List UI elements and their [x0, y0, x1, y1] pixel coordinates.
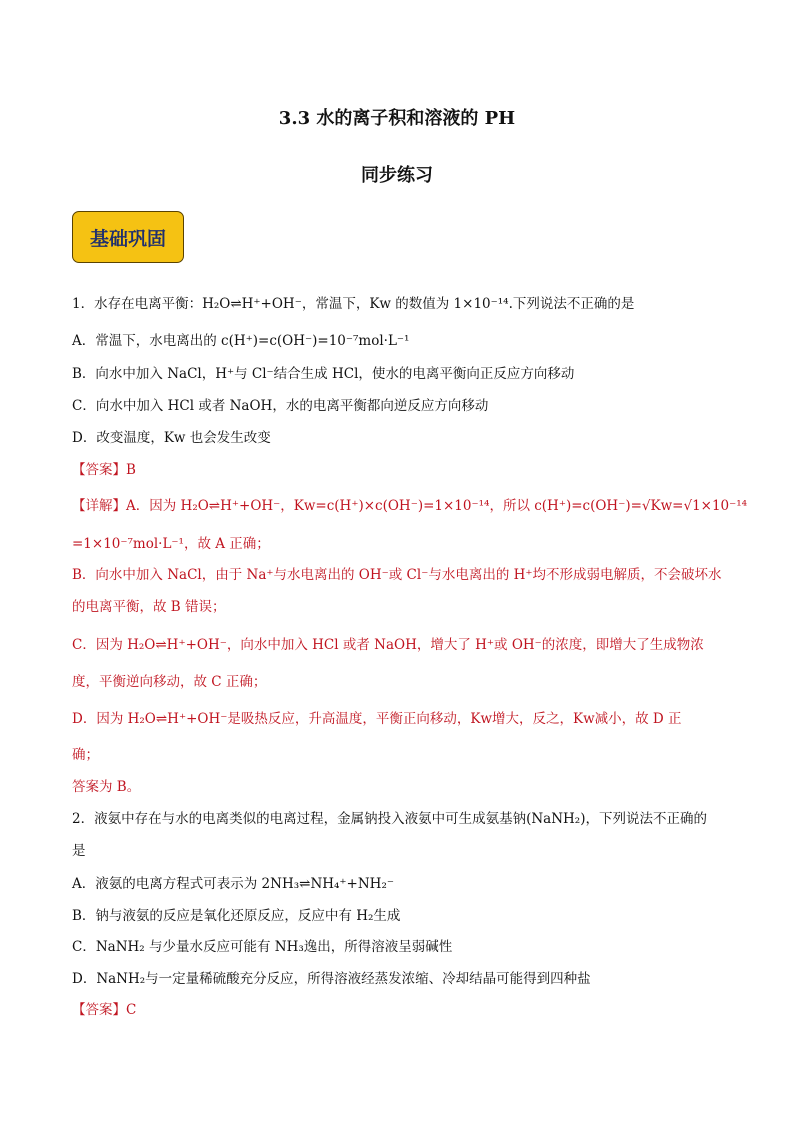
section-badge: 基础巩固	[72, 211, 184, 263]
q1-detail-line2: =1×10⁻⁷mol·L⁻¹，故 A 正确；	[72, 536, 270, 552]
q1-detail-c2: 度，平衡逆向移动，故 C 正确；	[72, 674, 267, 690]
q1-conclusion: 答案为 B。	[72, 779, 141, 795]
q2-stem-line1: 2．液氨中存在与水的电离类似的电离过程，金属钠投入液氨中可生成氨基钠(NaNH₂)，下列说法不正确的	[72, 811, 707, 827]
q1-detail-b1: B．向水中加入 NaCl，由于 Na⁺与水电离出的 OH⁻或 Cl⁻与水电离出的 H⁺均不形成弱电解质，不会破坏水	[72, 567, 722, 583]
q2-option-b: B．钠与液氨的反应是氧化还原反应，反应中有 H₂生成	[72, 908, 401, 924]
q1-option-a: A．常温下，水电离出的 c(H⁺)=c(OH⁻)=10⁻⁷mol·L⁻¹	[72, 333, 410, 349]
q2-answer: 【答案】C	[72, 1002, 137, 1018]
q2-option-a: A．液氨的电离方程式可表示为 2NH₃⇌NH₄⁺+NH₂⁻	[72, 876, 394, 892]
q1-detail-d1: D．因为 H₂O⇌H⁺+OH⁻是吸热反应，升高温度，平衡正向移动，Kw增大，反之，Kw减小，故 D 正	[72, 711, 682, 727]
q2-option-c: C．NaNH₂ 与少量水反应可能有 NH₃逸出，所得溶液呈弱碱性	[72, 939, 453, 955]
q1-detail-line1: 【详解】A．因为 H₂O⇌H⁺+OH⁻，Kw=c(H⁺)×c(OH⁻)=1×10⁻¹⁴，所以 c(H⁺)=c(OH⁻)=√Kw=√1×10⁻¹⁴	[72, 498, 748, 514]
q1-option-c: C．向水中加入 HCl 或者 NaOH，水的电离平衡都向逆反应方向移动	[72, 398, 489, 414]
q1-option-b: B．向水中加入 NaCl，H⁺与 Cl⁻结合生成 HCl，使水的电离平衡向正反应方向移动	[72, 366, 575, 382]
q1-stem: 1．水存在电离平衡：H₂O⇌H⁺+OH⁻，常温下，Kw 的数值为 1×10⁻¹⁴.下列说法不正确的是	[72, 296, 635, 312]
q2-option-d: D．NaNH₂与一定量稀硫酸充分反应，所得溶液经蒸发浓缩、冷却结晶可能得到四种盐	[72, 971, 591, 987]
q2-stem-line2: 是	[72, 843, 86, 859]
page-subtitle: 同步练习	[361, 165, 433, 186]
q1-option-d: D．改变温度，Kw 也会发生改变	[72, 430, 271, 446]
q1-answer: 【答案】B	[72, 462, 136, 478]
q1-detail-d2: 确；	[72, 747, 99, 763]
q1-detail-b2: 的电离平衡，故 B 错误；	[72, 599, 226, 615]
page-title: 3.3 水的离子积和溶液的 PH	[278, 108, 516, 129]
q1-detail-c1: C．因为 H₂O⇌H⁺+OH⁻，向水中加入 HCl 或者 NaOH，增大了 H⁺或 OH⁻的浓度，即增大了生成物浓	[72, 637, 704, 653]
